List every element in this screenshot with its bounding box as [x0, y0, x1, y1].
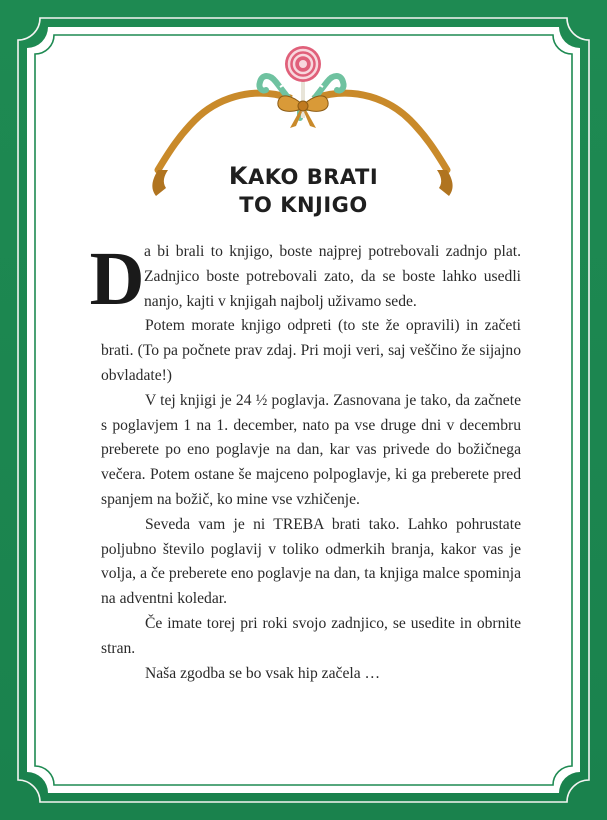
title-line-1-rest: AKO BRATI	[247, 165, 379, 189]
title-line-1	[0, 162, 607, 191]
paragraph-6: Naša zgodba se bo vsak hip začela …	[145, 664, 381, 682]
paragraph-4: Seveda vam je ni TREBA brati tako. Lahko pohrustate poljubno število poglavij v toliko odmerkih branja, kakor vas je volja, a če preberete eno poglavje na dan, ta knjiga malce spominja na adventni koledar.	[101, 515, 521, 608]
page-title	[0, 162, 607, 219]
title-capital: K	[228, 162, 248, 190]
paragraph-1: a bi brali to knjigo, boste najprej potrebovali zadnjo plat. Zadnjico boste potrebovali zato, da se boste lahko usedli nanjo, kajti v knjigah najbolj uživamo sede.	[144, 243, 521, 310]
title-line-2: TO KNJIGO	[239, 193, 368, 217]
paragraph-3: V tej knjigi je 24 ½ poglavja. Zasnovana je tako, da začnete s poglavjem 1 na 1. december, nato pa vse druge dni v decembru preberete po eno poglavje na dan, kar vas privede do božičnega večera. Potem ostane še majceno polpoglavje, ki ga preberete pred spanjem na božič, ko mine vse vzhičenje.	[101, 391, 521, 508]
dropcap-text: D	[89, 237, 145, 321]
dropcap-letter-d	[89, 237, 145, 321]
paragraph-5: Če imate torej pri roki svojo zadnjico, se usedite in obrnite stran.	[101, 614, 521, 657]
paragraph-2: Potem morate knjigo odpreti (to ste že opravili) in začeti brati. (To pa počnete prav zdaj. Pri moji veri, saj veščino že sijajno obvladate!)	[101, 317, 521, 384]
body-text	[89, 237, 521, 686]
